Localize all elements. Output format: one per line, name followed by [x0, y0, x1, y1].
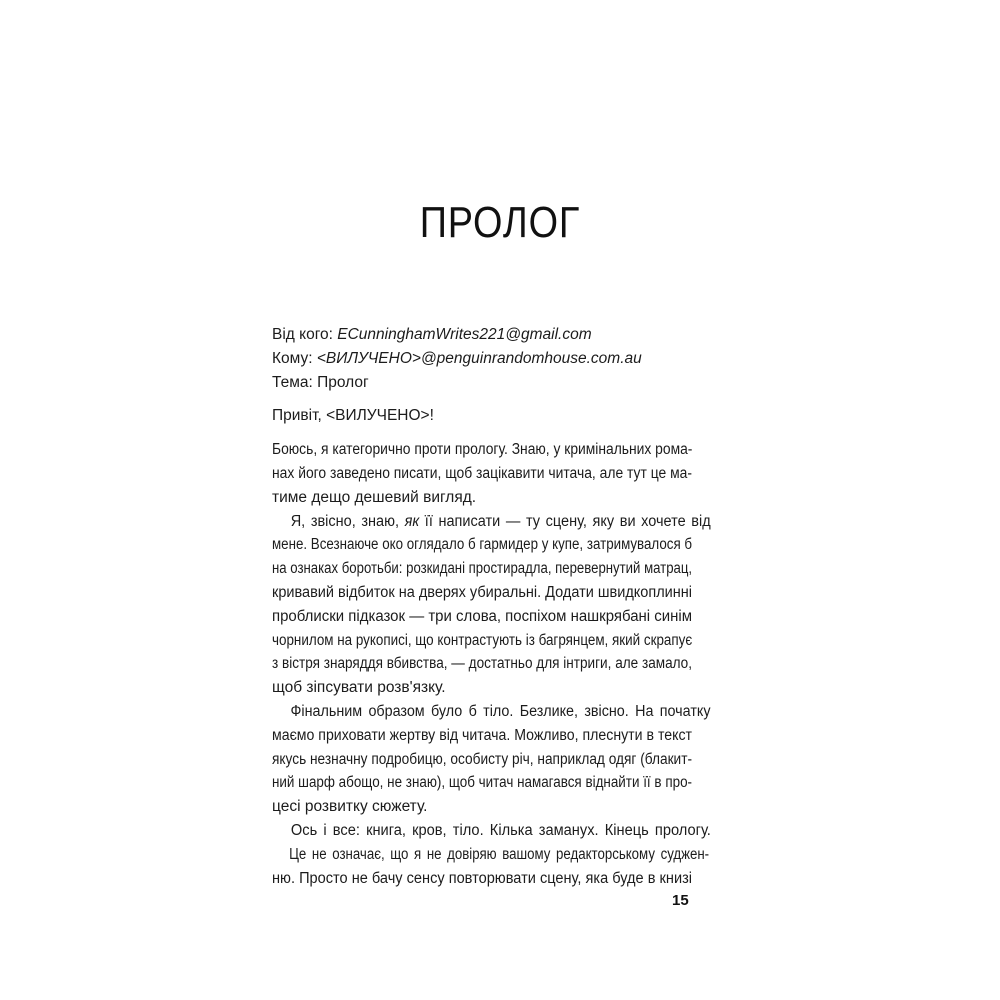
email-subject-value: Пролог: [317, 373, 369, 391]
paragraph-4: [272, 819, 711, 843]
text-line: цесі розвитку сюжету.: [272, 798, 428, 816]
text-line: Це не означає, що я не довіряю вашому редакторському суджен-: [289, 845, 710, 863]
text-line: мене. Всезнаюче око оглядало б гармидер у купе, затримувалося б: [272, 536, 693, 554]
text-line: кривавий відбиток на дверях убиральні. Додати швидкоплинні: [272, 583, 692, 601]
email-subject-label: Тема:: [272, 373, 318, 391]
text-fragment: її написати — ту сцену, яку ви хочете від: [419, 512, 711, 530]
paragraph-1: [272, 438, 692, 509]
text-line: чорнилом на рукописі, що контрастують із багрянцем, який скрапує: [272, 631, 693, 649]
paragraph-3: [272, 700, 711, 819]
email-from-label: Від кого:: [272, 326, 338, 343]
emphasis-word: як: [404, 512, 420, 530]
text-line: ню. Просто не бачу сенсу повторювати сцену, яка буде в книзі: [272, 869, 693, 887]
text-line: Боюсь, я категорично проти прологу. Знаю, у кримінальних рома-: [272, 441, 693, 459]
text-line: якусь незначну подробицю, особисту річ, наприклад одяг (блакит-: [272, 750, 693, 768]
email-to-line: [272, 347, 692, 371]
chapter-title: ПРОЛОГ: [419, 198, 581, 247]
text-line: тиме дещо дешевий вигляд.: [272, 488, 477, 506]
text-line: нах його заведено писати, щоб зацікавити читача, але тут це ма-: [272, 464, 692, 482]
text-line: Ось і все: книга, кров, тіло. Кілька заманух. Кінець прологу.: [290, 821, 711, 839]
email-from-value: ECunninghamWrites221@gmail.com: [337, 326, 592, 343]
email-subject-line: [272, 371, 692, 395]
text-line: щоб зіпсувати розв'язку.: [272, 679, 446, 697]
text-line: [272, 510, 711, 534]
email-to-label: Кому:: [272, 349, 317, 367]
paragraph-5: [272, 843, 710, 891]
email-from-line: [272, 323, 692, 347]
email-to-value: <ВИЛУЧЕНО>@penguinrandomhouse.com.au: [316, 349, 642, 367]
paragraph-2: [272, 510, 711, 700]
text-line: з вістря знаряддя вбивства, — достатньо для інтриги, але замало,: [272, 655, 692, 673]
text-line: проблиски підказок — три слова, поспіхом нашкрябані синім: [272, 607, 692, 625]
text-line: на ознаках боротьби: розкидані простирадла, перевернутий матрац,: [272, 560, 693, 578]
body-text: [272, 323, 711, 890]
page-number: 15: [672, 892, 689, 909]
greeting: Привіт, <ВИЛУЧЕНО>!: [272, 407, 434, 425]
text-line: Фінальним образом було б тіло. Безлике, звісно. На початку: [290, 702, 711, 720]
text-line: маємо приховати жертву від читача. Можливо, плеснути в текст: [272, 726, 693, 744]
text-line: ний шарф абощо, не знаю), щоб читач намагався віднайти її в про-: [272, 774, 693, 792]
text-fragment: Я, звісно, знаю,: [290, 512, 405, 530]
